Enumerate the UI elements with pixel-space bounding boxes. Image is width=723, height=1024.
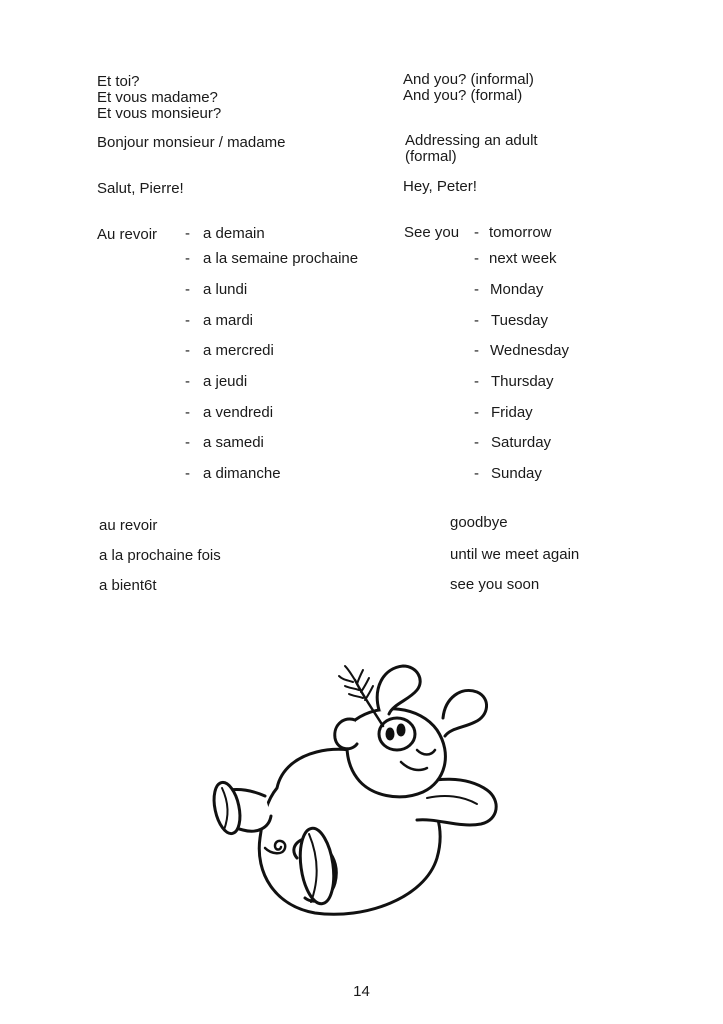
fr-au-revoir-head: Au revoir bbox=[97, 226, 158, 243]
en-farewell: see you soon bbox=[450, 576, 540, 593]
en-and-you-formal: And you? (formal) bbox=[403, 87, 523, 104]
fr-et-toi: Et toi? bbox=[97, 73, 140, 90]
en-item: Thursday bbox=[491, 373, 554, 390]
fr-item: a dimanche bbox=[203, 465, 281, 482]
fr-item: a la semaine prochaine bbox=[203, 250, 359, 267]
fr-farewell: a la prochaine fois bbox=[99, 547, 221, 564]
en-farewell: until we meet again bbox=[450, 546, 580, 563]
fr-et-vous-madame: Et vous madame? bbox=[97, 89, 218, 106]
en-and-you-informal: And you? (informal) bbox=[403, 71, 534, 88]
fr-dash: - bbox=[185, 373, 190, 390]
en-item: Wednesday bbox=[490, 342, 569, 359]
en-dash: - bbox=[474, 404, 479, 421]
pig-snout-shape bbox=[379, 718, 415, 750]
fr-dash: - bbox=[185, 225, 190, 242]
en-item: Saturday bbox=[491, 434, 552, 451]
fr-item: a lundi bbox=[203, 281, 248, 298]
en-item: Tuesday bbox=[491, 312, 548, 329]
fr-dash: - bbox=[185, 404, 190, 421]
en-dash: - bbox=[474, 434, 479, 451]
fr-dash: - bbox=[185, 250, 190, 267]
sleeping-pig-illustration bbox=[205, 658, 505, 923]
page-number: 14 bbox=[353, 983, 370, 1000]
fr-dash: - bbox=[185, 342, 190, 359]
fr-dash: - bbox=[185, 281, 190, 298]
en-addressing-adult bbox=[405, 133, 538, 165]
en-dash: - bbox=[474, 465, 479, 482]
en-item: tomorrow bbox=[489, 224, 552, 241]
fr-bonjour: Bonjour monsieur / madame bbox=[97, 134, 286, 151]
fr-item: a jeudi bbox=[203, 373, 248, 390]
greeting-english-questions bbox=[403, 72, 534, 104]
en-dash: - bbox=[474, 224, 479, 241]
en-item: Monday bbox=[490, 281, 544, 298]
en-addressing-line: Addressing an adult bbox=[405, 132, 538, 149]
pig-left-ear-shape bbox=[377, 666, 420, 714]
en-item: next week bbox=[489, 250, 557, 267]
en-dash: - bbox=[474, 373, 479, 390]
en-farewell: goodbye bbox=[450, 514, 508, 531]
greeting-french-questions bbox=[97, 74, 221, 122]
en-dash: - bbox=[474, 281, 479, 298]
pig-nostril-left bbox=[387, 729, 393, 739]
fr-farewell: a bient6t bbox=[99, 577, 157, 594]
en-formal-line: (formal) bbox=[405, 148, 457, 165]
pig-left-hand-shape bbox=[335, 719, 357, 749]
en-dash: - bbox=[474, 342, 479, 359]
en-item: Friday bbox=[491, 404, 533, 421]
en-see-you-head: See you bbox=[404, 224, 460, 241]
fr-salut: Salut, Pierre! bbox=[97, 180, 184, 197]
en-item: Sunday bbox=[491, 465, 542, 482]
fr-farewell: au revoir bbox=[99, 517, 158, 534]
fr-item: a mercredi bbox=[203, 342, 274, 359]
pig-right-ear-shape bbox=[443, 690, 487, 736]
en-hey: Hey, Peter! bbox=[403, 178, 477, 195]
fr-item: a demain bbox=[203, 225, 265, 242]
fr-item: a mardi bbox=[203, 312, 254, 329]
pig-nostril-right bbox=[398, 725, 404, 735]
fr-dash: - bbox=[185, 312, 190, 329]
fr-dash: - bbox=[185, 434, 190, 451]
en-dash: - bbox=[474, 250, 479, 267]
fr-item: a vendredi bbox=[203, 404, 274, 421]
fr-item: a samedi bbox=[203, 434, 264, 451]
en-dash: - bbox=[474, 312, 479, 329]
fr-et-vous-monsieur: Et vous monsieur? bbox=[97, 105, 222, 122]
fr-dash: - bbox=[185, 465, 190, 482]
